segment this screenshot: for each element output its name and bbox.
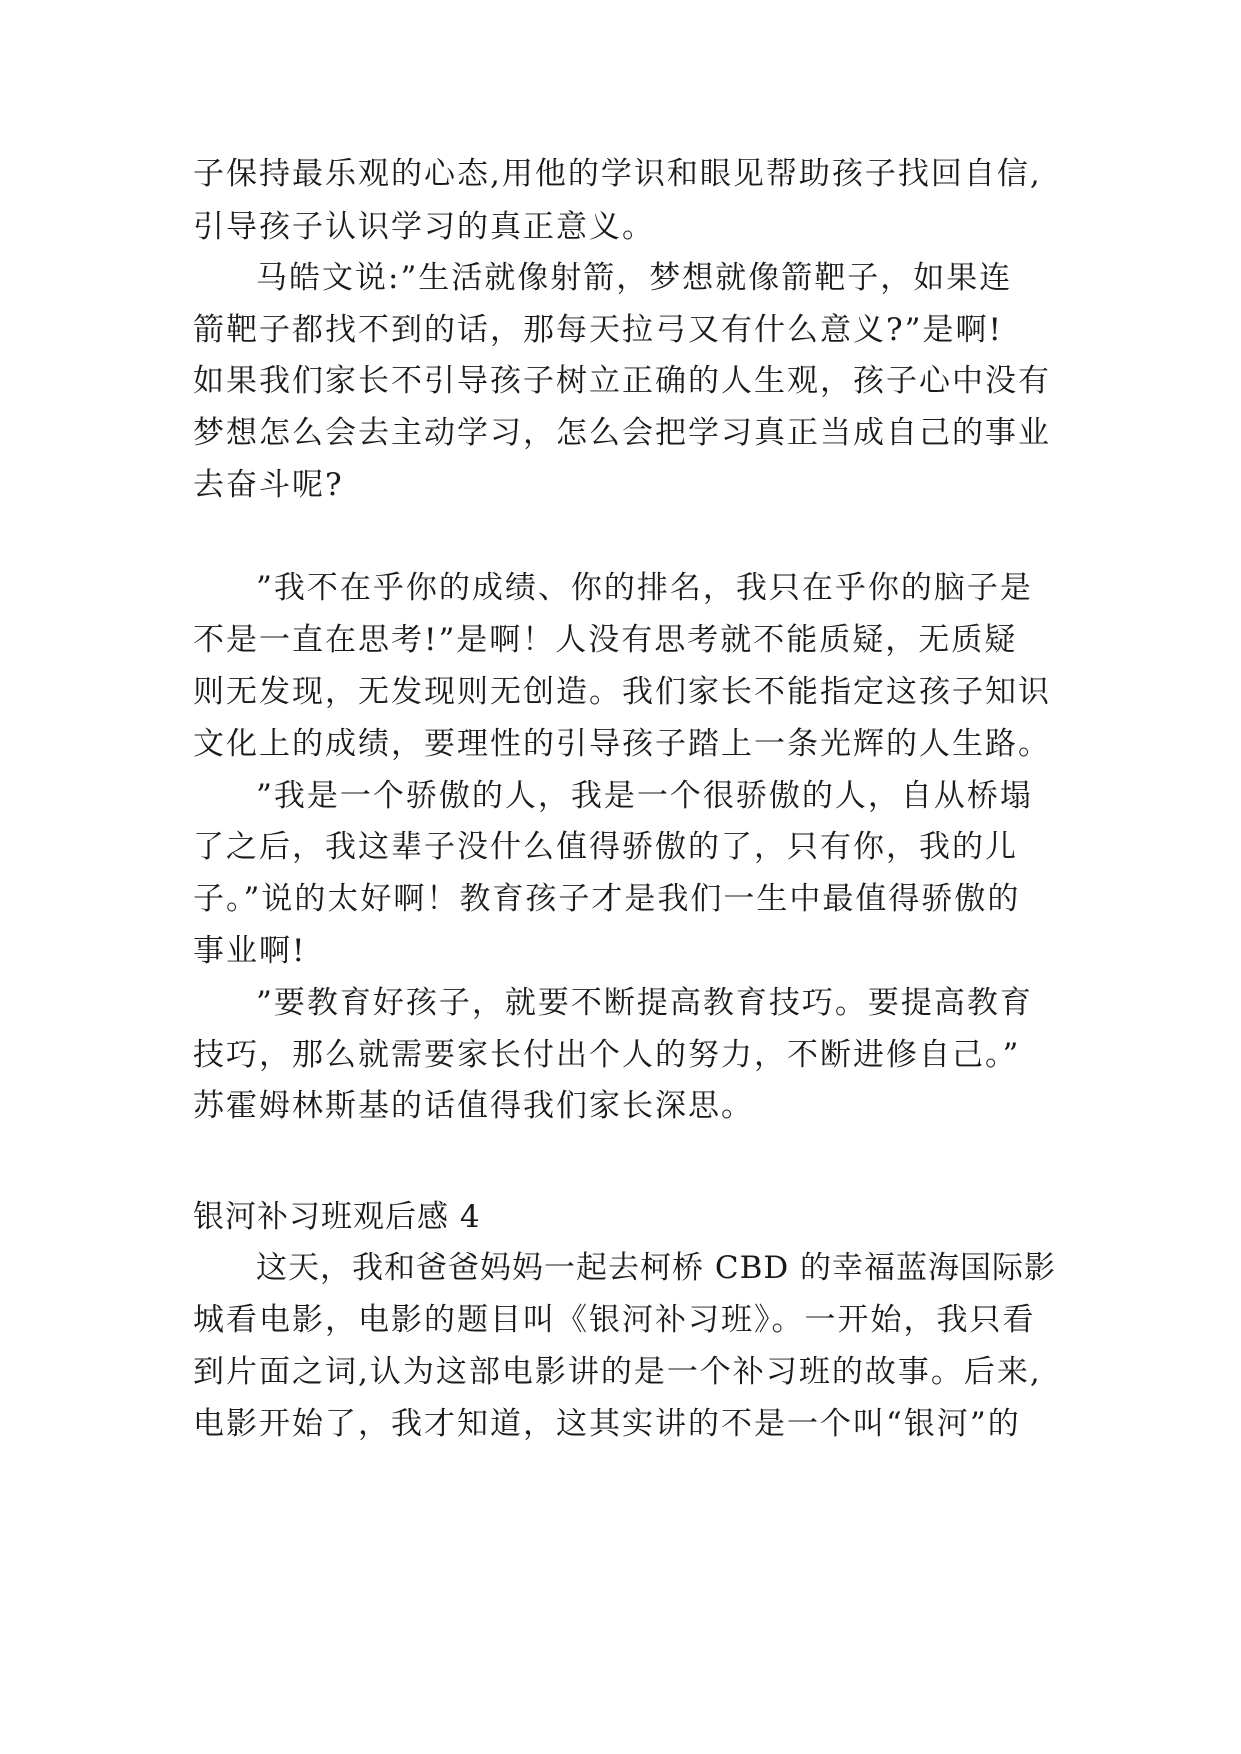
paragraph-5-line-3: 苏霍姆林斯基的话值得我们家长深思。 bbox=[193, 1088, 754, 1124]
paragraph-1-line-1: 子保持最乐观的心态,用他的学识和眼见帮助孩子找回自信, bbox=[193, 156, 1042, 192]
paragraph-2-line-5: 去奋斗呢? bbox=[193, 467, 344, 503]
paragraph-3-line-3: 则无发现，无发现则无创造。我们家长不能指定这孩子知识 bbox=[193, 674, 1051, 710]
section-paragraph-line-1: 这天，我和爸爸妈妈一起去柯桥 CBD 的幸福蓝海国际影 bbox=[256, 1250, 1057, 1286]
paragraph-4-line-2: 了之后，我这辈子没什么值得骄傲的了，只有你，我的儿 bbox=[193, 829, 1018, 865]
paragraph-2-line-2: 箭靶子都找不到的话，那每天拉弓又有什么意义?”是啊! bbox=[193, 312, 1003, 348]
paragraph-5-line-1: ”要教育好孩子，就要不断提高教育技巧。要提高教育 bbox=[256, 985, 1033, 1021]
section-paragraph-line-3: 到片面之词,认为这部电影讲的是一个补习班的故事。后来, bbox=[193, 1354, 1042, 1390]
paragraph-3-line-2: 不是一直在思考!”是啊！人没有思考就不能质疑，无质疑 bbox=[193, 622, 1018, 658]
paragraph-2-line-4: 梦想怎么会去主动学习，怎么会把学习真正当成自己的事业 bbox=[193, 415, 1051, 451]
paragraph-2-line-1: 马皓文说:”生活就像射箭，梦想就像箭靶子，如果连 bbox=[256, 260, 1013, 296]
paragraph-4-line-3: 子。”说的太好啊！教育孩子才是我们一生中最值得骄傲的 bbox=[193, 881, 1021, 917]
paragraph-1-line-2: 引导孩子认识学习的真正意义。 bbox=[193, 209, 655, 245]
section-paragraph-line-2: 城看电影，电影的题目叫《银河补习班》。一开始，我只看 bbox=[193, 1302, 1036, 1338]
paragraph-4-line-4: 事业啊! bbox=[193, 933, 307, 969]
paragraph-3-line-4: 文化上的成绩，要理性的引导孩子踏上一条光辉的人生路。 bbox=[193, 726, 1051, 762]
paragraph-2-line-3: 如果我们家长不引导孩子树立正确的人生观，孩子心中没有 bbox=[193, 363, 1051, 399]
section-heading: 银河补习班观后感 4 bbox=[193, 1199, 481, 1235]
paragraph-5-line-2: 技巧，那么就需要家长付出个人的努力，不断进修自己。” bbox=[193, 1037, 1021, 1073]
section-paragraph-line-4: 电影开始了，我才知道，这其实讲的不是一个叫“银河”的 bbox=[193, 1406, 1021, 1442]
paragraph-3-line-1: ”我不在乎你的成绩、你的排名，我只在乎你的脑子是 bbox=[256, 570, 1033, 606]
paragraph-4-line-1: ”我是一个骄傲的人，我是一个很骄傲的人，自从桥塌 bbox=[256, 778, 1033, 814]
